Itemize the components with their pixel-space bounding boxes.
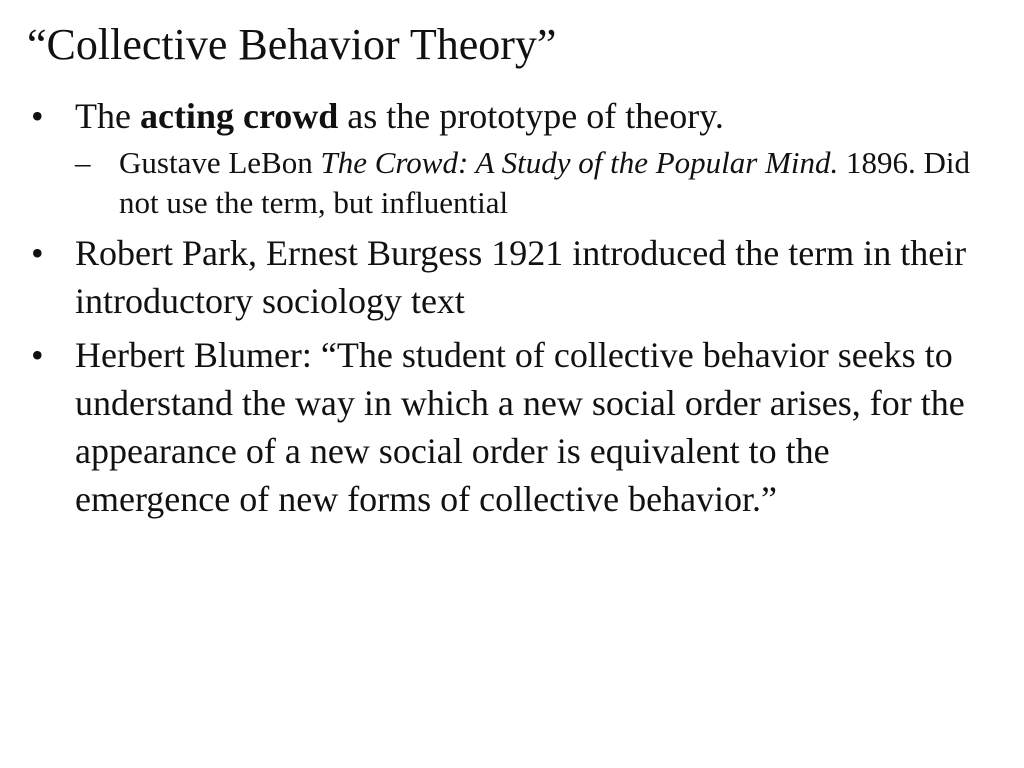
sub-bullet-marker: – (75, 145, 91, 180)
bullet-text-prefix: The (75, 96, 140, 136)
slide-title: “Collective Behavior Theory” (27, 20, 557, 69)
bullet-text-suffix: as the prototype of theory. (338, 96, 724, 136)
bullet-blumer-quote (28, 331, 988, 523)
bullet-park-burgess (28, 229, 988, 325)
bullet-text: Herbert Blumer: “The student of collective behavior seeks to understand the way in which a new social order arises, for the appearance of a new social order is equivalent to the emergence of new forms of collective behavior.” (75, 335, 965, 519)
bullet-marker: • (31, 335, 44, 375)
sub-bullet-rest: 1896. Did not use the term, but influential (119, 145, 971, 220)
sub-bullet-list (75, 143, 988, 223)
sub-bullet-author: Gustave LeBon (119, 145, 321, 180)
sub-bullet-book-title: The Crowd: A Study of the Popular Mind. (320, 145, 839, 180)
sub-bullet-lebon (75, 143, 988, 223)
bullet-marker: • (31, 233, 44, 273)
bullet-text: Robert Park, Ernest Burgess 1921 introduced the term in their introductory sociology text (75, 233, 967, 321)
bullet-bold-term: acting crowd (139, 96, 339, 136)
bullet-acting-crowd (28, 92, 988, 223)
bullet-marker: • (31, 96, 44, 136)
bullet-list (28, 92, 988, 529)
